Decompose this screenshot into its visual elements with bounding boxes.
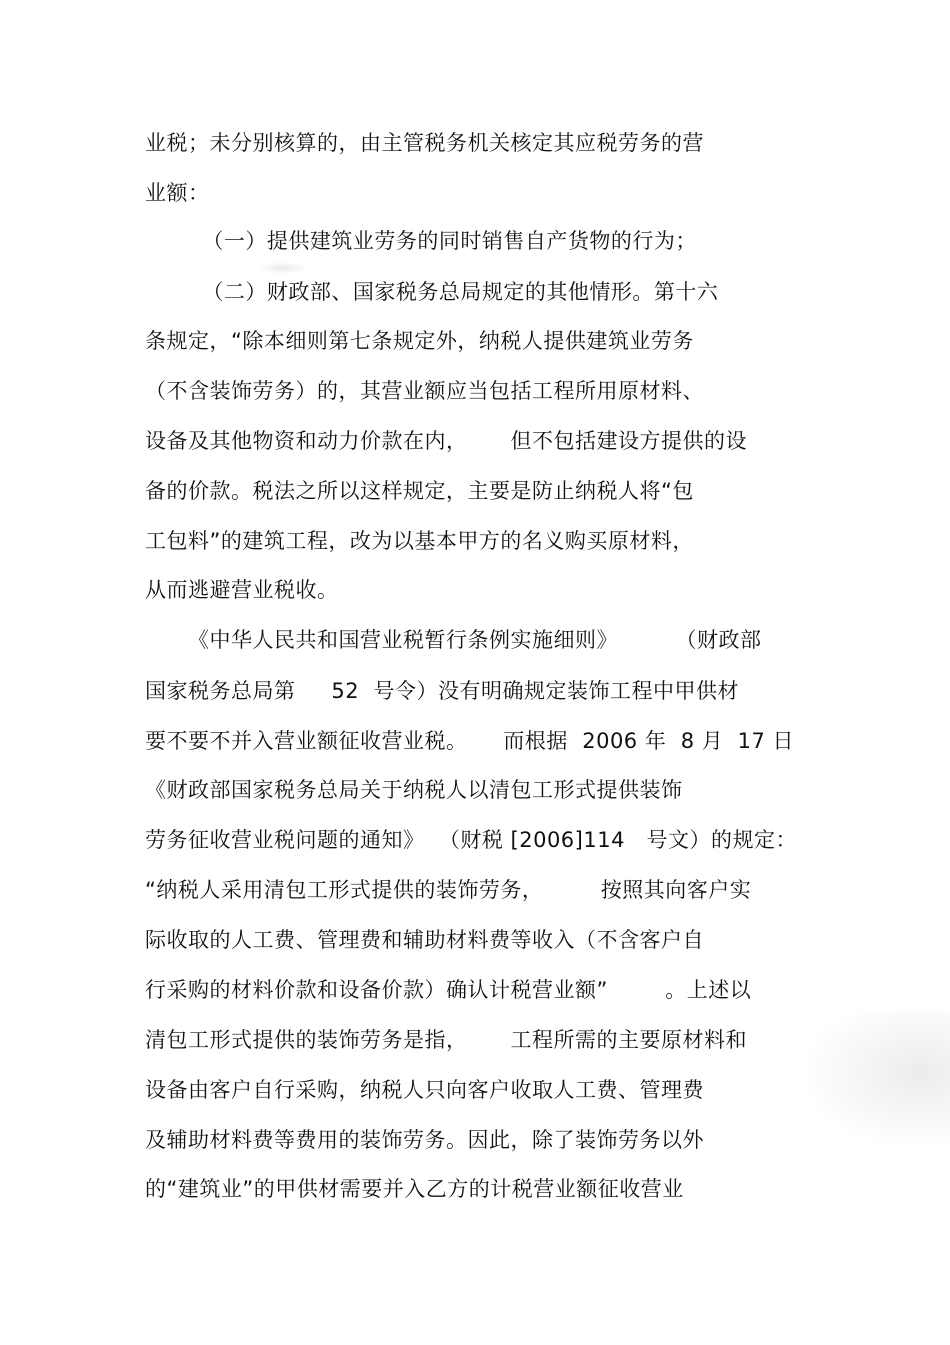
text-line: 设备及其他物资和动力价款在内， 但不包括建设方提供的设 bbox=[145, 429, 748, 453]
scan-watermark bbox=[800, 1010, 950, 1150]
text-line: 国家税务总局第 52 号令）没有明确规定装饰工程中甲供材 bbox=[145, 679, 739, 703]
text-line: 《财政部国家税务总局关于纳税人以清包工形式提供装饰 bbox=[145, 778, 683, 802]
text-line: （一）提供建筑业劳务的同时销售自产货物的行为； bbox=[145, 229, 697, 253]
text-line: “纳税人采用清包工形式提供的装饰劳务， 按照其向客户实 bbox=[145, 878, 752, 902]
text-line: 行采购的材料价款和设备价款）确认计税营业额” 。上述以 bbox=[145, 978, 752, 1002]
text-line: 的“建筑业”的甲供材需要并入乙方的计税营业额征收营业 bbox=[145, 1177, 684, 1201]
text-line: 《中华人民共和国营业税暂行条例实施细则》 （财政部 bbox=[145, 628, 762, 652]
text-line: 劳务征收营业税问题的通知》 （财税 [2006]114 号文）的规定： bbox=[145, 828, 797, 852]
text-line: 要不要不并入营业额征收营业税。 而根据 2006 年 8 月 17 日 bbox=[145, 729, 794, 753]
text-line: 备的价款。税法之所以这样规定，主要是防止纳税人将“包 bbox=[145, 479, 694, 503]
text-line: （不含装饰劳务）的，其营业额应当包括工程所用原材料、 bbox=[145, 379, 704, 403]
text-line: （二）财政部、国家税务总局规定的其他情形。第十六 bbox=[145, 280, 719, 304]
text-line: 业额： bbox=[145, 181, 210, 205]
text-line: 工包料”的建筑工程，改为以基本甲方的名义购买原材料， bbox=[145, 529, 694, 553]
text-line: 从而逃避营业税收。 bbox=[145, 578, 339, 602]
text-line: 业税；未分别核算的，由主管税务机关核定其应税劳务的营 bbox=[145, 131, 704, 155]
text-line: 及辅助材料费等费用的装饰劳务。因此，除了装饰劳务以外 bbox=[145, 1128, 704, 1152]
text-line: 清包工形式提供的装饰劳务是指， 工程所需的主要原材料和 bbox=[145, 1028, 748, 1052]
text-line: 设备由客户自行采购，纳税人只向客户收取人工费、管理费 bbox=[145, 1078, 704, 1102]
scan-smudge bbox=[258, 262, 308, 274]
text-line: 条规定，“除本细则第七条规定外，纳税人提供建筑业劳务 bbox=[145, 329, 694, 353]
text-line: 际收取的人工费、管理费和辅助材料费等收入（不含客户自 bbox=[145, 928, 704, 952]
